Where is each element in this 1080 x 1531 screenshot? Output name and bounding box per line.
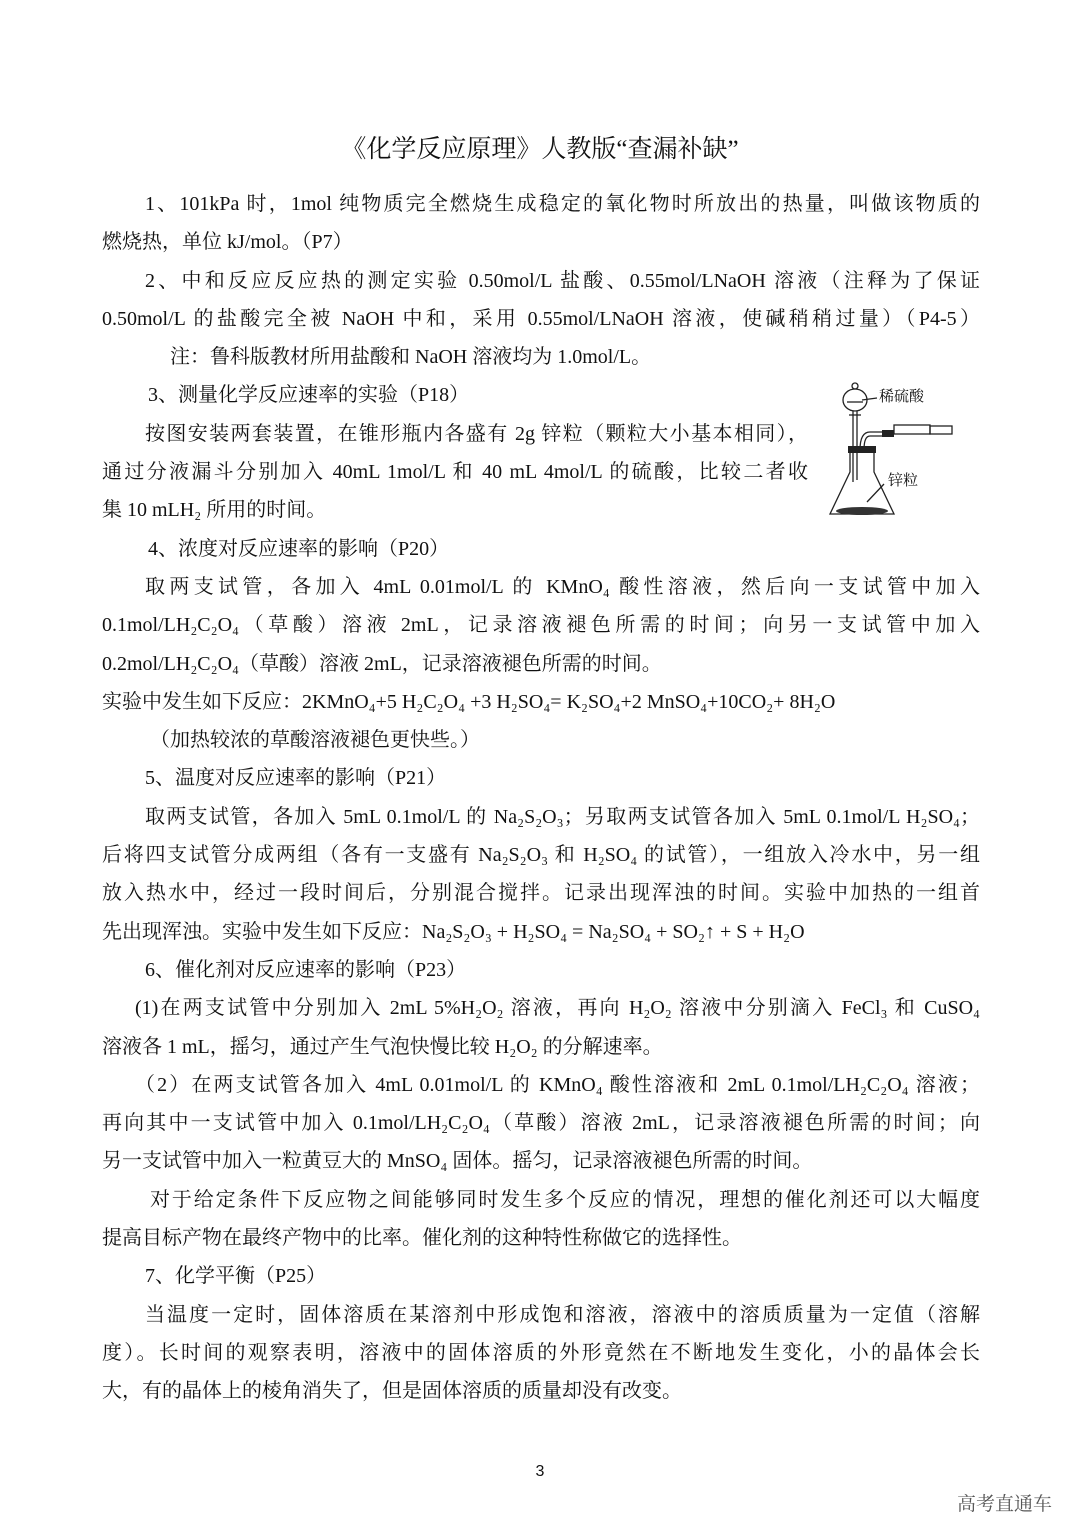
paragraph-line: 0.1mol/LH₂C₂O₄（草酸）溶液 2mL，记录溶液褪色所需的时间；向另一支试管中加入 <box>102 614 980 637</box>
page-title: 《化学反应原理》人教版“查漏补缺” <box>341 136 739 163</box>
paragraph-line: 溶液各 1 mL，摇匀，通过产生气泡快慢比较 H₂O₂ 的分解速率。 <box>102 1035 663 1058</box>
paragraph-line: 1、101kPa 时，1mol 纯物质完全燃烧生成稳定的氧化物时所放出的热量，叫做该物质的 <box>145 193 980 215</box>
paragraph-line: 放入热水中，经过一段时间后，分别混合搅拌。记录出现浑浊的时间。实验中加热的一组首 <box>102 882 980 905</box>
paragraph-line: 0.50mol/L 的盐酸完全被 NaOH 中和，采用 0.55mol/LNaOH 溶液，使碱稍稍过量）（P4-5） <box>102 307 980 330</box>
paragraph-line: 取两支试管，各加入 4mL 0.01mol/L 的 KMnO₄ 酸性溶液，然后向一支试管中加入 <box>145 575 980 598</box>
section-heading: 4、浓度对反应速率的影响（P20） <box>148 537 450 560</box>
paragraph-line: 2、中和反应反应热的测定实验 0.50mol/L 盐酸、0.55mol/LNaOH 溶液（注释为了保证 <box>145 269 980 292</box>
paragraph-line: 燃烧热，单位 kJ/mol。（P7） <box>102 231 353 254</box>
figure-label-zinc: 锌粒 <box>888 473 919 489</box>
paragraph-line: (1)在两支试管中分别加入 2mL 5%H₂O₂ 溶液，再向 H₂O₂ 溶液中分别滴入 FeCl₃ 和 CuSO₄ <box>135 997 980 1020</box>
paragraph-line: 度）。长时间的观察表明，溶液中的固体溶质的外形竟然在不断地发生变化，小的晶体会长 <box>102 1341 980 1364</box>
section-heading: 5、温度对反应速率的影响（P21） <box>145 767 447 790</box>
page-number: 3 <box>535 1462 545 1480</box>
section-heading: 7、化学平衡（P25） <box>145 1265 327 1288</box>
paragraph-line: 提高目标产物在最终产物中的比率。催化剂的这种特性称做它的选择性。 <box>102 1227 742 1250</box>
section-heading: 6、催化剂对反应速率的影响（P23） <box>145 958 467 981</box>
paragraph-line: 通过分液漏斗分别加入 40mL 1mol/L 和 40 mL 4mol/L 的硫酸，比较二者收 <box>102 461 808 484</box>
paragraph-line: 后将四支试管分成两组（各有一支盛有 Na₂S₂O₃ 和 H₂SO₄ 的试管），一组放入冷水中，另一组 <box>102 844 980 867</box>
watermark: 高考直通车 <box>956 1492 1052 1515</box>
section-heading: 3、测量化学反应速率的实验（P18） <box>148 384 470 407</box>
paragraph-line: 取两支试管，各加入 5mL 0.1mol/L 的 Na₂S₂O₃；另取两支试管各加入 5mL 0.1mol/L H₂SO₄； <box>145 805 980 828</box>
note-line: 注：鲁科版教材所用盐酸和 NaOH 溶液均为 1.0mol/L。 <box>170 346 652 369</box>
paragraph-line: 另一支试管中加入一粒黄豆大的 MnSO₄ 固体。摇匀，记录溶液褪色所需的时间。 <box>102 1150 813 1173</box>
paragraph-line: 对于给定条件下反应物之间能够同时发生多个反应的情况，理想的催化剂还可以大幅度 <box>150 1188 980 1211</box>
equation-line: 实验中发生如下反应：2KMnO₄+5 H₂C₂O₄ +3 H₂SO₄= K₂SO₄+2 MnSO₄+10CO₂+ 8H₂O <box>102 690 836 713</box>
paragraph-line: 大，有的晶体上的棱角消失了，但是固体溶质的质量却没有改变。 <box>102 1380 682 1403</box>
apparatus-figure <box>822 372 982 522</box>
paragraph-line: （加热较浓的草酸溶液褪色更快些。） <box>150 729 480 752</box>
figure-label-acid: 稀硫酸 <box>879 389 925 405</box>
paragraph-line: 集 10 mLH₂ 所用的时间。 <box>102 499 327 522</box>
equation-line: 先出现浑浊。实验中发生如下反应：Na₂S₂O₃ + H₂SO₄ = Na₂SO₄ + SO₂↑ + S + H₂O <box>102 920 805 943</box>
paragraph-line: （2）在两支试管各加入 4mL 0.01mol/L 的 KMnO₄ 酸性溶液和 2mL 0.1mol/LH₂C₂O₄ 溶液； <box>135 1073 980 1096</box>
document-body <box>102 185 980 1411</box>
paragraph-line: 按图安装两套装置，在锥形瓶内各盛有 2g 锌粒（颗粒大小基本相同）， <box>145 422 808 445</box>
paragraph-line: 再向其中一支试管中加入 0.1mol/LH₂C₂O₄（草酸）溶液 2mL，记录溶液褪色所需的时间；向 <box>102 1112 980 1135</box>
paragraph-line: 0.2mol/LH₂C₂O₄（草酸）溶液 2mL，记录溶液褪色所需的时间。 <box>102 652 662 675</box>
paragraph-line: 当温度一定时，固体溶质在某溶剂中形成饱和溶液，溶液中的溶质质量为一定值（溶解 <box>145 1303 980 1326</box>
